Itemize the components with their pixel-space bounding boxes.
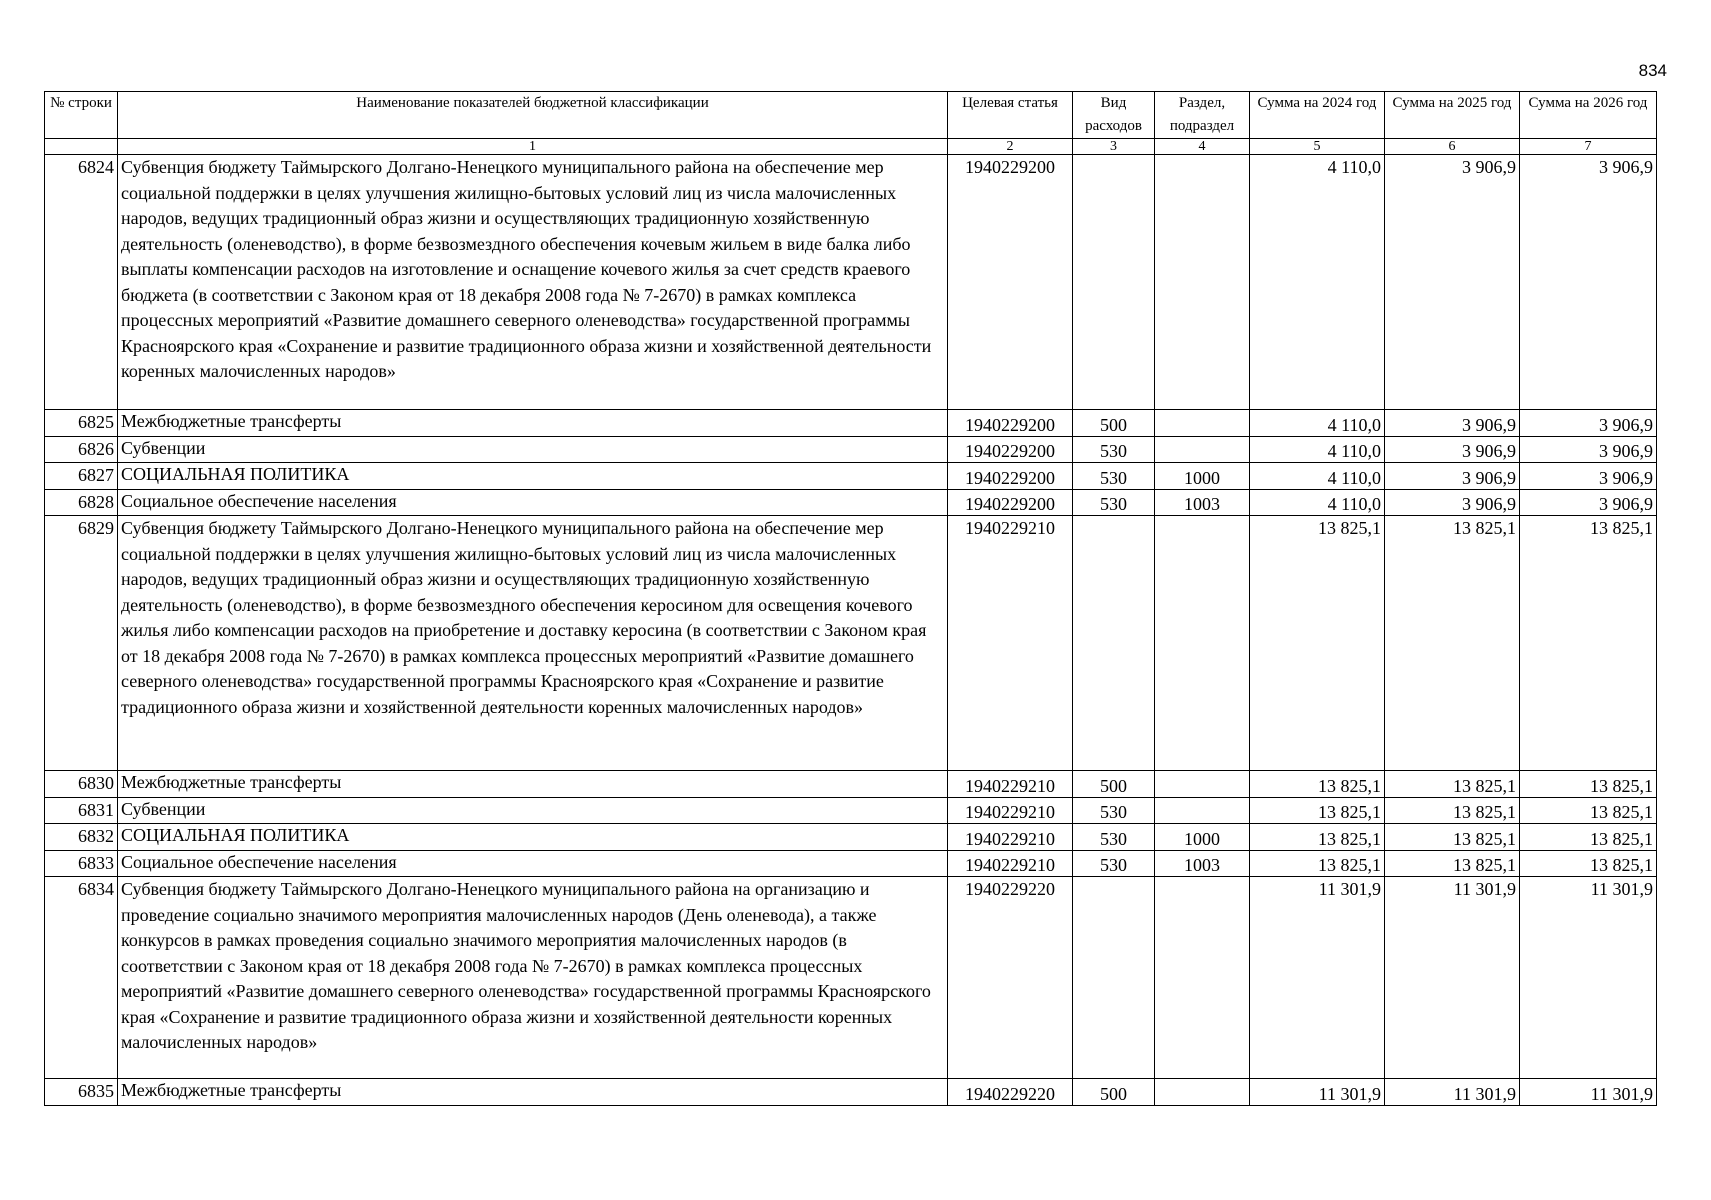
column-number: 3 [1073,139,1155,155]
row-target: 1940229210 [948,797,1073,824]
row-expense-type: 500 [1073,410,1155,437]
row-sum-2025: 3 906,9 [1385,489,1520,516]
row-name: Субвенция бюджету Таймырского Долгано-Ненецкого муниципального района на организацию и проведение социально значимого мероприятия малочисленных народов (День оленевода), а также конкурсов в рамках проведения социально значимого мероприятия малочисленных народов (в соответствии с Законом края от 18 декабря 2008 года № 7-2670) в рамках комплекса процессных мероприятий «Развитие домашнего северного оленеводства» государственной программы Красноярского края «Сохранение и развитие традиционного образа жизни и хозяйственной деятельности коренных малочисленных народов» [118,877,948,1079]
row-expense-type: 530 [1073,824,1155,851]
row-target: 1940229210 [948,850,1073,877]
table-row [45,850,1657,877]
header-row [45,92,1657,139]
row-section [1155,436,1250,463]
row-expense-type: 530 [1073,436,1155,463]
row-section [1155,1079,1250,1106]
row-target: 1940229200 [948,436,1073,463]
row-sum-2026: 13 825,1 [1520,797,1657,824]
table-row [45,489,1657,516]
row-sum-2025: 13 825,1 [1385,516,1520,771]
column-number: 1 [118,139,948,155]
row-sum-2025: 13 825,1 [1385,850,1520,877]
row-sum-2026: 13 825,1 [1520,771,1657,798]
row-name: Субвенции [118,797,948,824]
row-expense-type: 500 [1073,771,1155,798]
row-target: 1940229200 [948,463,1073,490]
row-section: 1000 [1155,463,1250,490]
row-section: 1003 [1155,850,1250,877]
row-target: 1940229210 [948,771,1073,798]
row-sum-2026: 3 906,9 [1520,489,1657,516]
column-number: 4 [1155,139,1250,155]
row-number: 6832 [45,824,118,851]
row-sum-2024: 13 825,1 [1250,771,1385,798]
row-number: 6830 [45,771,118,798]
header-expense-type: Вид расходов [1073,92,1155,139]
row-sum-2026: 11 301,9 [1520,877,1657,1079]
row-sum-2024: 13 825,1 [1250,824,1385,851]
row-number: 6834 [45,877,118,1079]
column-number: 6 [1385,139,1520,155]
row-sum-2026: 11 301,9 [1520,1079,1657,1106]
row-sum-2024: 11 301,9 [1250,1079,1385,1106]
row-section [1155,771,1250,798]
column-number-row [45,139,1657,155]
row-number: 6828 [45,489,118,516]
row-sum-2025: 3 906,9 [1385,463,1520,490]
row-sum-2024: 11 301,9 [1250,877,1385,1079]
row-name: СОЦИАЛЬНАЯ ПОЛИТИКА [118,824,948,851]
table-row [45,463,1657,490]
header-sum-2024: Сумма на 2024 год [1250,92,1385,139]
table-row [45,877,1657,1079]
row-expense-type: 530 [1073,489,1155,516]
budget-table [44,91,1657,1106]
column-number: 7 [1520,139,1657,155]
table-row [45,771,1657,798]
row-number: 6824 [45,155,118,410]
row-target: 1940229220 [948,877,1073,1079]
row-sum-2025: 3 906,9 [1385,436,1520,463]
table-row [45,797,1657,824]
row-sum-2024: 4 110,0 [1250,436,1385,463]
row-sum-2026: 13 825,1 [1520,516,1657,771]
row-section [1155,155,1250,410]
row-expense-type: 530 [1073,797,1155,824]
page-number: 834 [1638,61,1667,80]
row-target: 1940229220 [948,1079,1073,1106]
row-name: Субвенции [118,436,948,463]
row-name: Социальное обеспечение населения [118,489,948,516]
row-name: Межбюджетные трансферты [118,410,948,437]
row-expense-type: 530 [1073,850,1155,877]
table-row [45,155,1657,410]
row-section: 1003 [1155,489,1250,516]
row-target: 1940229200 [948,410,1073,437]
row-sum-2025: 11 301,9 [1385,877,1520,1079]
row-name: Субвенция бюджету Таймырского Долгано-Ненецкого муниципального района на обеспечение мер социальной поддержки в целях улучшения жилищно-бытовых условий лиц из числа малочисленных народов, ведущих традиционный образ жизни и осуществляющих традиционную хозяйственную деятельность (оленеводство), в форме безвозмездного обеспечения кочевым жильем в виде балка либо выплаты компенсации расходов на изготовление и оснащение кочевого жилья за счет средств краевого бюджета (в соответствии с Законом края от 18 декабря 2008 года № 7-2670) в рамках комплекса процессных мероприятий «Развитие домашнего северного оленеводства» государственной программы Красноярского края «Сохранение и развитие традиционного образа жизни и хозяйственной деятельности коренных малочисленных народов» [118,155,948,410]
table-row [45,436,1657,463]
table-row [45,824,1657,851]
row-number: 6829 [45,516,118,771]
header-sum-2026: Сумма на 2026 год [1520,92,1657,139]
row-name: Социальное обеспечение населения [118,850,948,877]
table-row [45,516,1657,771]
row-sum-2025: 13 825,1 [1385,797,1520,824]
row-sum-2025: 11 301,9 [1385,1079,1520,1106]
row-section [1155,410,1250,437]
header-target: Целевая статья [948,92,1073,139]
row-expense-type [1073,877,1155,1079]
row-number: 6825 [45,410,118,437]
row-expense-type: 500 [1073,1079,1155,1106]
row-sum-2024: 4 110,0 [1250,463,1385,490]
row-number: 6826 [45,436,118,463]
row-sum-2024: 4 110,0 [1250,155,1385,410]
row-sum-2025: 3 906,9 [1385,410,1520,437]
row-expense-type [1073,155,1155,410]
header-row-no: № строки [45,92,118,139]
row-section [1155,877,1250,1079]
row-sum-2024: 13 825,1 [1250,797,1385,824]
row-target: 1940229200 [948,489,1073,516]
row-sum-2024: 13 825,1 [1250,850,1385,877]
row-expense-type: 530 [1073,463,1155,490]
header-name: Наименование показателей бюджетной классификации [118,92,948,139]
row-number: 6833 [45,850,118,877]
row-sum-2026: 13 825,1 [1520,824,1657,851]
row-name: СОЦИАЛЬНАЯ ПОЛИТИКА [118,463,948,490]
row-expense-type [1073,516,1155,771]
row-section [1155,797,1250,824]
row-sum-2025: 13 825,1 [1385,824,1520,851]
row-sum-2026: 3 906,9 [1520,463,1657,490]
row-number: 6835 [45,1079,118,1106]
row-name: Субвенция бюджету Таймырского Долгано-Ненецкого муниципального района на обеспечение мер социальной поддержки в целях улучшения жилищно-бытовых условий лиц из числа малочисленных народов, ведущих традиционный образ жизни и осуществляющих традиционную хозяйственную деятельность (оленеводство), в форме безвозмездного обеспечения керосином для освещения кочевого жилья либо компенсации расходов на приобретение и доставку керосина (в соответствии с Законом края от 18 декабря 2008 года № 7-2670) в рамках комплекса процессных мероприятий «Развитие домашнего северного оленеводства» государственной программы Красноярского края «Сохранение и развитие традиционного образа жизни и хозяйственной деятельности коренных малочисленных народов» [118,516,948,771]
row-number: 6831 [45,797,118,824]
table-row [45,1079,1657,1106]
row-target: 1940229200 [948,155,1073,410]
column-number [45,139,118,155]
row-name: Межбюджетные трансферты [118,1079,948,1106]
row-sum-2026: 3 906,9 [1520,436,1657,463]
row-target: 1940229210 [948,824,1073,851]
row-section [1155,516,1250,771]
row-section: 1000 [1155,824,1250,851]
row-sum-2024: 13 825,1 [1250,516,1385,771]
header-sum-2025: Сумма на 2025 год [1385,92,1520,139]
row-sum-2026: 3 906,9 [1520,410,1657,437]
column-number: 5 [1250,139,1385,155]
column-number: 2 [948,139,1073,155]
row-target: 1940229210 [948,516,1073,771]
row-sum-2024: 4 110,0 [1250,410,1385,437]
row-sum-2026: 3 906,9 [1520,155,1657,410]
row-name: Межбюджетные трансферты [118,771,948,798]
row-sum-2025: 3 906,9 [1385,155,1520,410]
row-sum-2024: 4 110,0 [1250,489,1385,516]
table-row [45,410,1657,437]
row-number: 6827 [45,463,118,490]
row-sum-2025: 13 825,1 [1385,771,1520,798]
row-sum-2026: 13 825,1 [1520,850,1657,877]
header-section: Раздел, подраздел [1155,92,1250,139]
